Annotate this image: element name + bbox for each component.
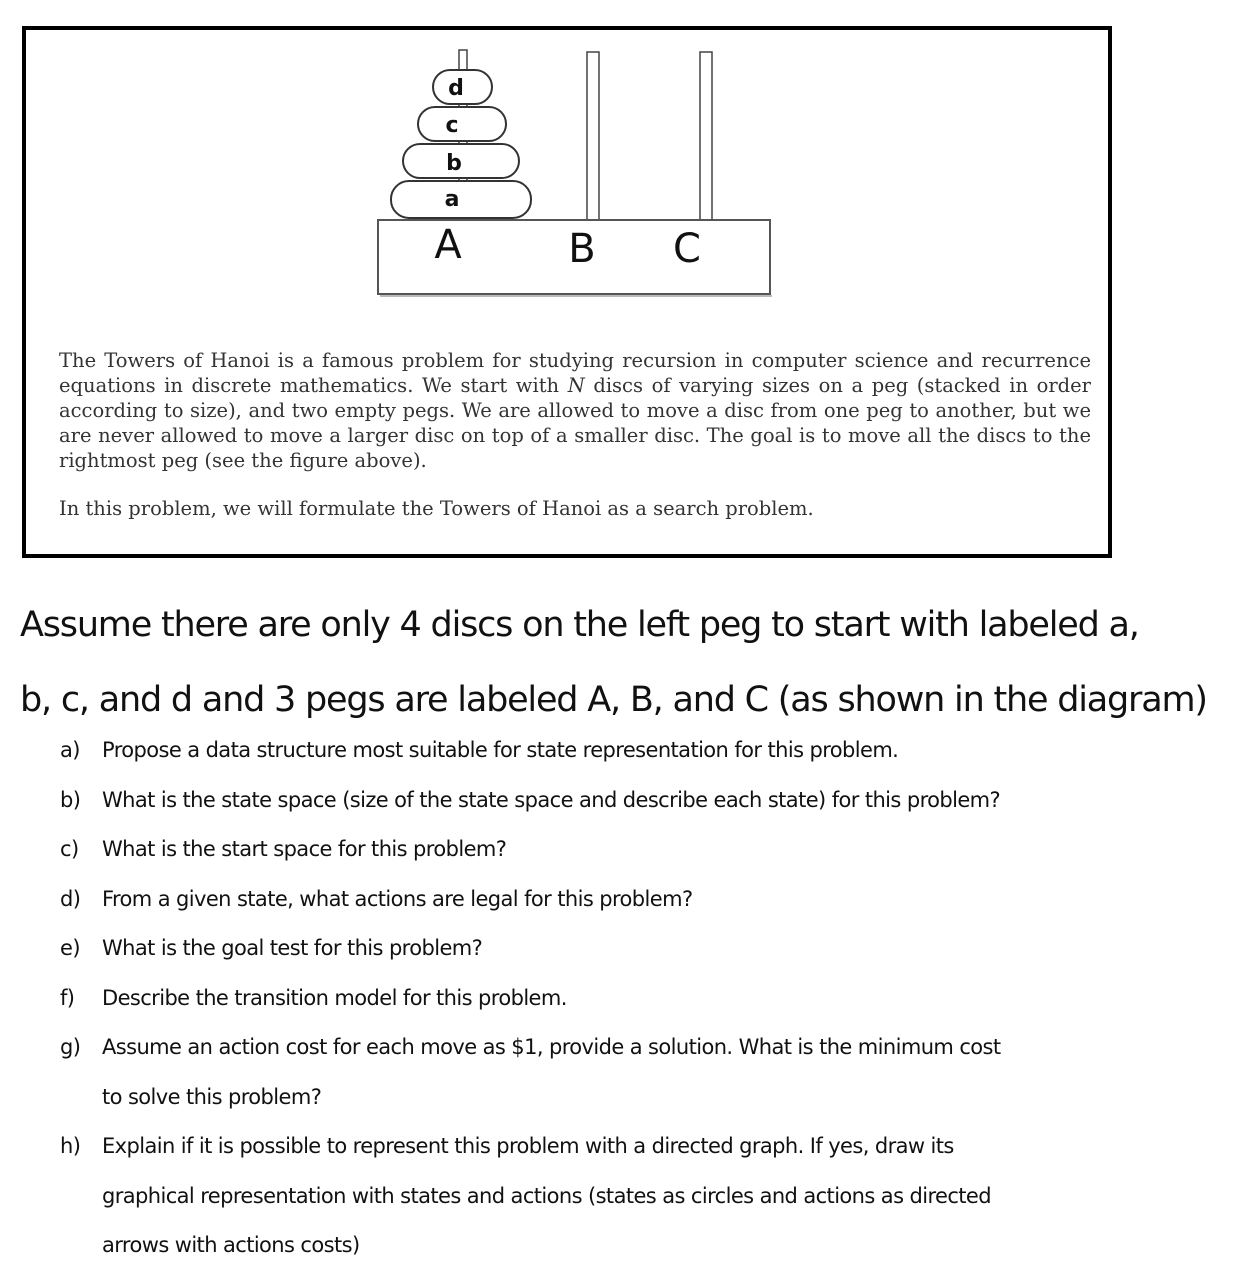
question-item	[60, 1023, 1210, 1122]
question-text-line: What is the goal test for this problem?	[102, 936, 483, 960]
assumption-heading	[20, 588, 1256, 738]
question-letter: f)	[60, 985, 75, 1010]
intro-variable-n: N	[567, 374, 585, 397]
question-letter: e)	[60, 936, 80, 960]
question-item	[60, 726, 1210, 776]
question-letter: d)	[60, 886, 81, 911]
question-text-line: graphical representation with states and actions (states as circles and actions as directed	[102, 1183, 991, 1208]
question-item	[60, 924, 1210, 974]
question-letter: b)	[60, 787, 81, 812]
question-item	[60, 776, 1210, 826]
assumption-line-1: Assume there are only 4 discs on the left peg to start with labeled a,	[20, 605, 1139, 645]
disc-c	[418, 107, 506, 141]
disc-label-b: b	[446, 151, 462, 176]
disc-label-d: d	[448, 76, 464, 101]
question-item	[60, 974, 1210, 1024]
intro-text-part-2: discs of varying sizes on a peg (stacked in order according to size), and two empty pegs. We are allowed to move a disc from one peg to another, but we are never allowed to move a larger disc on top of a smaller disc. The goal is to move all the discs to the rightmost peg (see the figure above).	[59, 374, 1092, 472]
peg-label-c: C	[673, 226, 701, 272]
question-text-line: What is the state space (size of the state space and describe each state) for this problem?	[102, 787, 1001, 812]
disc-label-c: c	[445, 113, 459, 138]
disc-label-a: a	[444, 187, 460, 212]
question-text-line: From a given state, what actions are legal for this problem?	[102, 886, 693, 911]
question-item	[60, 1122, 1210, 1271]
disc-a	[391, 181, 531, 218]
question-letter: c)	[60, 837, 79, 861]
question-text-line: to solve this problem?	[102, 1084, 322, 1109]
question-letter: a)	[60, 738, 80, 762]
intro-text-part-1: The Towers of Hanoi is a famous problem for studying recursion in computer science and recurrence equations in discrete mathematics. We start with	[59, 349, 1091, 397]
towers-of-hanoi-diagram	[26, 30, 1108, 330]
peg-c	[700, 52, 712, 220]
question-text-line: What is the start space for this problem?	[102, 837, 507, 861]
question-text-line: Describe the transition model for this problem.	[102, 985, 567, 1010]
peg-label-b: B	[568, 226, 596, 272]
question-letter: g)	[60, 1035, 81, 1059]
problem-figure-box	[22, 26, 1112, 558]
question-item	[60, 875, 1210, 925]
assumption-line-2: b, c, and d and 3 pegs are labeled A, B, and C (as shown in the diagram)	[20, 680, 1207, 720]
question-text-line: arrows with actions costs)	[102, 1233, 360, 1257]
question-letter: h)	[60, 1134, 81, 1158]
question-text-line: Explain if it is possible to represent this problem with a directed graph. If yes, draw its	[102, 1134, 954, 1158]
question-item	[60, 825, 1210, 875]
question-text-line: Assume an action cost for each move as $1, provide a solution. What is the minimum cost	[102, 1035, 1001, 1059]
peg-label-a: A	[434, 222, 462, 268]
intro-paragraph-search: In this problem, we will formulate the Towers of Hanoi as a search problem.	[59, 497, 814, 520]
question-list	[60, 726, 1210, 1271]
intro-paragraph	[59, 348, 1091, 473]
question-text-line: Propose a data structure most suitable for state representation for this problem.	[102, 738, 899, 762]
peg-b	[587, 52, 599, 220]
